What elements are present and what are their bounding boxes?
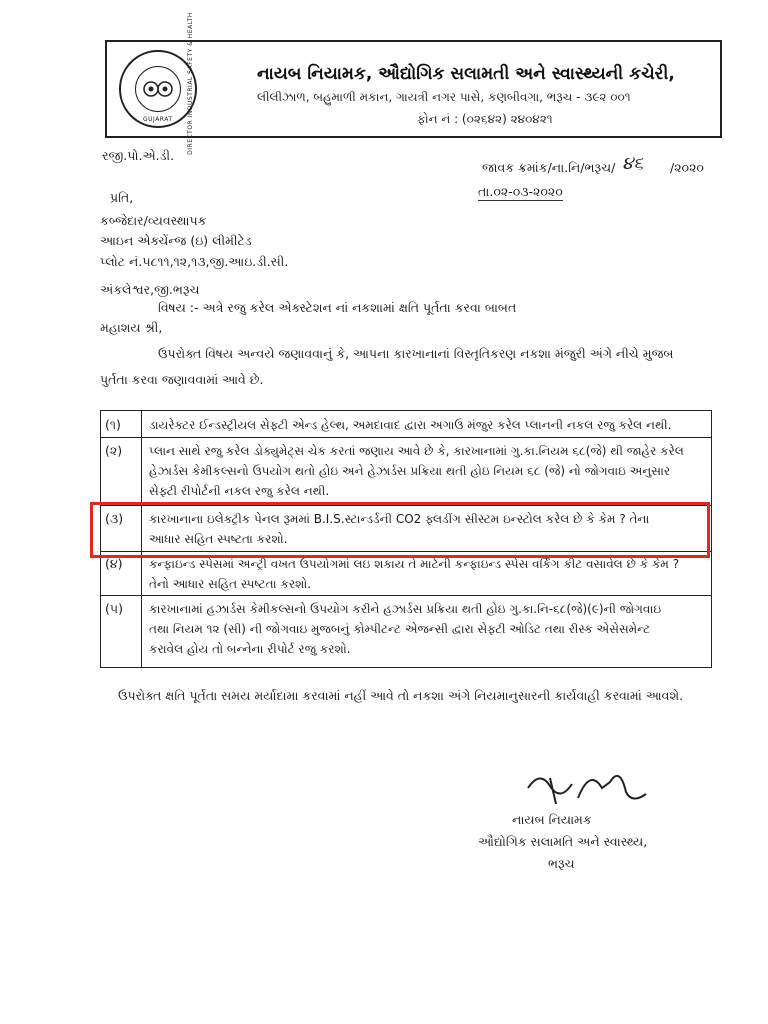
office-address: લીલીઝાળ, બહુમાળી મકાન, ગાયત્રી નગર પાસે, કણબીવગા, ભરૂચ - ૩૯૨ ૦૦૧	[257, 90, 631, 104]
point-text: પ્લાન સાથે રજુ કરેલ ડોક્યુમેટ્સ ચેક કરતાં જણાય આવે છે કે, કારખાનામાં ગુ.કા.નિયમ ૬૮(જે) થી જાહેર કરેલ	[149, 444, 684, 458]
letterhead	[105, 12, 722, 155]
subject-line: વિષય :- અત્રે રજુ કરેલ એક્સ્ટેશન નાં નકશામાં ક્ષતિ પૂર્તતા કરવા બાબત	[158, 300, 517, 315]
seal-text-bottom: GUJARAT	[143, 116, 173, 123]
recipient-line1: કબ્જેદાર/વ્યવસ્થાપક	[100, 213, 207, 228]
table-row-divider	[101, 437, 711, 438]
point-text: સેફ્ટી રીપોર્ટની નકલ રજુ કરેલ નથી.	[149, 484, 330, 498]
point-text: ડાયરેક્ટર ઈન્ડસ્ટ્રીયલ સેફ્ટી એન્ડ હેલ્થ, અમદાવાદ દ્વારા અગાઉ મંજુર કરેલ પ્લાનની નકલ રજુ કરેલ નથી.	[149, 418, 672, 432]
signatory-location: ભરૂચ	[548, 856, 575, 871]
government-seal-icon	[119, 12, 197, 155]
point-text: તેનો આધાર સહિત સ્પષ્ટતા કરશો.	[149, 577, 312, 591]
intro-line2: પુર્તતા કરવા જણાવવામાં આવે છે.	[100, 372, 264, 387]
rpad-label: રજી.પો.એ.ડી.	[102, 148, 175, 163]
recipient-line4: અંકલેશ્વર,જી.ભરૂચ	[100, 282, 200, 297]
seal-text-top: DIRECTOR INDUSTRIAL SAFETY & HEALTH	[186, 12, 194, 155]
point-number: (૪)	[105, 556, 123, 571]
point-text: તથા નિયમ ૧૨ (સી) ની જોગવાઇ મુજબનું કોમ્પીટન્ટ એજન્સી દ્વારા સેફ્ટી ઓડિટ તથા રીસ્ક એસેસમેન્ટ	[149, 622, 651, 636]
closing-line: ઉપરોક્ત ક્ષતિ પૂર્તતા સમય મર્યાદામા કરવામાં નહીં આવે તો નકશા અંગે નિયમાનુસારની કાર્યવાહી કરવામાં આવશે.	[118, 688, 684, 703]
ref-label: જાવક ક્રમાંક/ના.નિ/ભરૂચ/	[482, 160, 616, 175]
point-text: કારખાનાના ઇલેક્ટ્રીક પેનલ રૂમમાં B.I.S.સ્ટાન્ડર્ડની CO2 ફ્લડીંગ સીસ્ટમ ઇન્સ્ટોલ કરેલ છે કે કેમ ? તેના	[149, 512, 650, 526]
point-text: હેઝાર્ડસ કેમીકલ્સનો ઉપયોગ થતો હોઇ અને હેઝાર્ડસ પ્રક્રિયા થતી હોઇ નિયમ ૬૮ (જે) નો જોગવાઇ અનુસાર	[149, 464, 671, 478]
seal-emblem	[135, 66, 181, 112]
ref-year: /૨૦૨૦	[670, 160, 704, 175]
recipient-prati: પ્રતિ,	[110, 190, 134, 205]
point-text: આધાર સહિત સ્પષ્ટતા કરશો.	[149, 532, 288, 546]
point-number: (૧)	[105, 417, 121, 432]
highlight-box	[90, 502, 710, 558]
point-number: (૩)	[105, 511, 124, 526]
signatory-office: ઔદ્યોગિક સલામતિ અને સ્વાસ્થ્ય,	[478, 834, 648, 849]
office-title: નાયબ નિયામક, ઔદ્યોગિક સલામતી અને સ્વાસ્થ્યની કચેરી,	[257, 64, 675, 84]
intro-line1: ઉપરોક્ત વિષય અન્વયે જણાવવાનું કે, આપના કારખાનાનાં વિસ્તૃતિકરણ નકશા મંજુરી અંગે નીચે મુજબ	[158, 346, 674, 361]
letter-date: તા.૦૨-૦૩-૨૦૨૦	[478, 184, 563, 199]
point-text: કારખાનામાં હઝાર્ડસ કેમીકલ્સનો ઉપયોગ કરીને હઝાર્ડસ પ્રક્રિયા થતી હોઇ ગુ.કા.નિ-૬૮(જે)(૯)ની જોગવાઇ	[149, 602, 662, 616]
signature-mark	[520, 758, 660, 818]
table-row-divider	[101, 595, 711, 596]
ref-number: ૪૬	[622, 153, 644, 174]
signatory-title: નાયબ નિયામક	[512, 812, 592, 827]
point-text: કરાવેલ હોય તો બન્નેના રીપોર્ટ રજુ કરશો.	[149, 642, 351, 656]
point-number: (૫)	[105, 601, 123, 616]
recipient-line3: પ્લોટ નં.૫૮૧૧,૧૨,૧૩,જી.આઇ.ડી.સી.	[100, 254, 289, 269]
point-text: કન્ફાઇન્ડ સ્પેસમાં અન્ટ્રી વખત ઉપયોગમાં લઇ શકાય તે માટેની કન્ફાઇન્ડ સ્પેસ વર્કિંગ કીટ વસાવેલ છે કે કેમ ?	[149, 557, 680, 571]
salutation: મહાશય શ્રી,	[100, 320, 163, 335]
office-phone: ફોન નં : (૦૨૬૪૨) ૨૪૦૪૨૧	[417, 112, 553, 126]
recipient-line2: આઇન એક્ચેંન્જ (ઇ) લીમીટેડ	[100, 233, 252, 248]
point-number: (૨)	[105, 443, 123, 458]
